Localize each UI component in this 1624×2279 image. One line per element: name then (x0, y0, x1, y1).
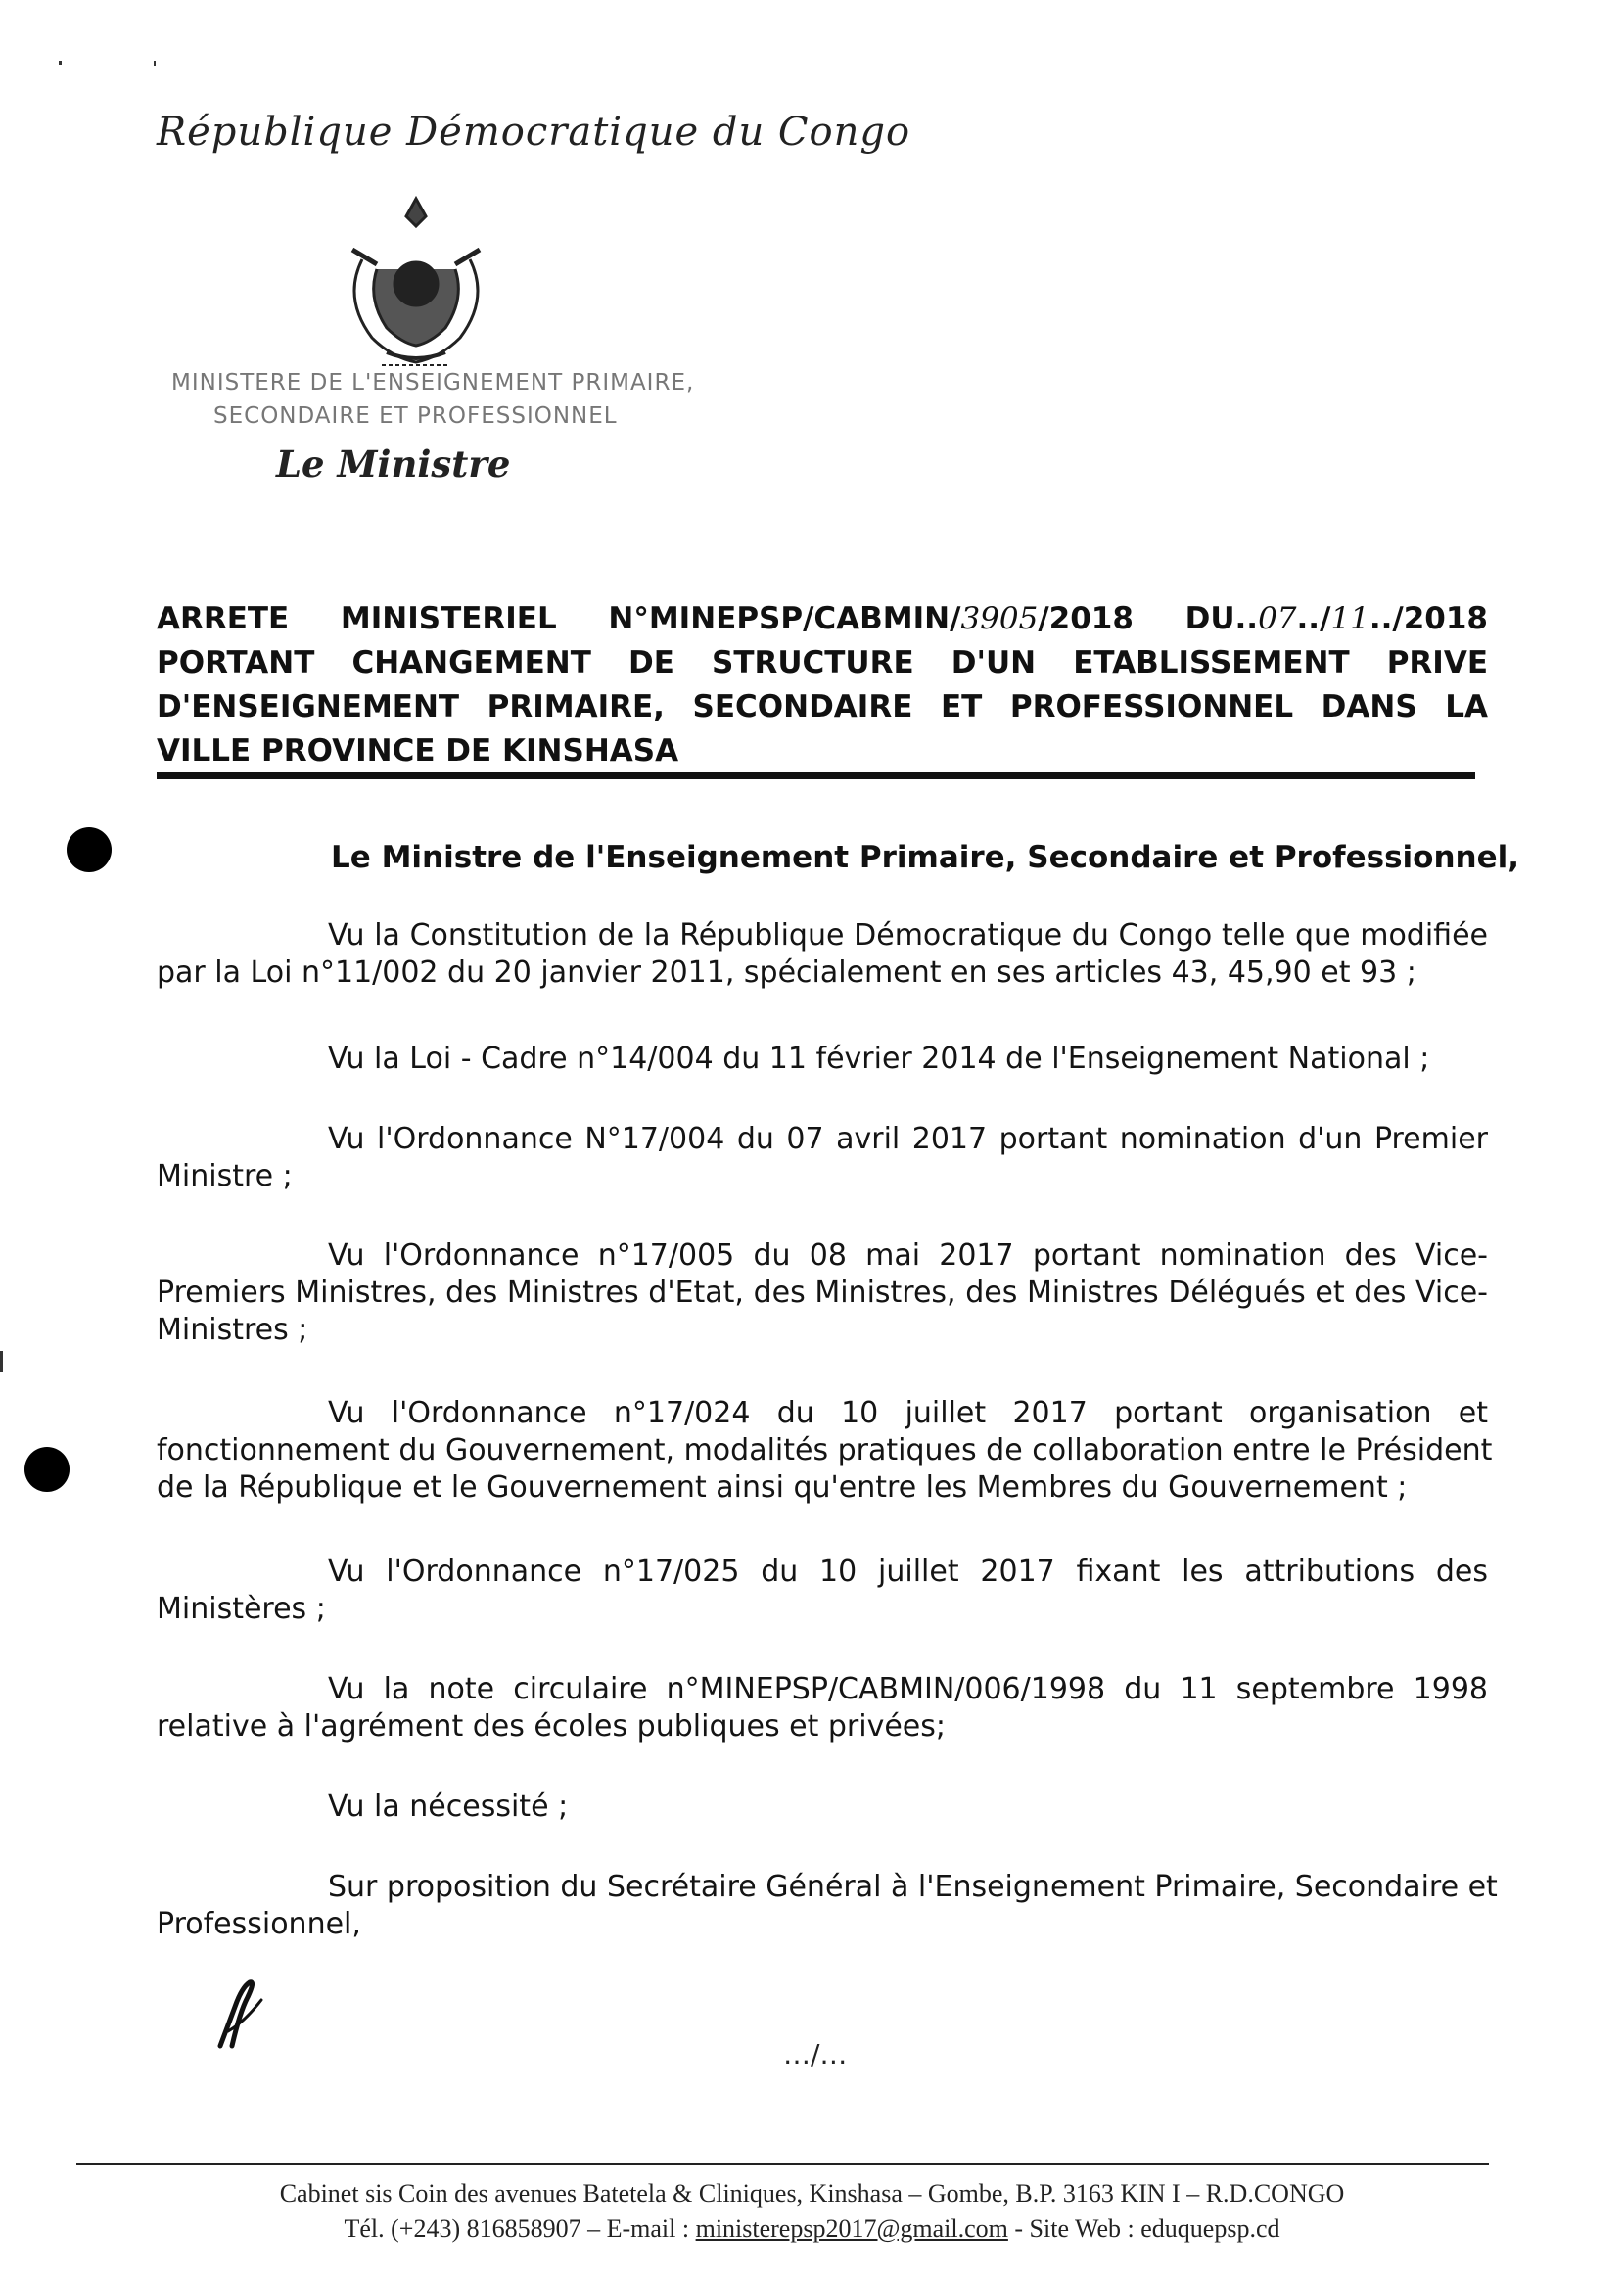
decree-title-line-4: VILLE PROVINCE DE KINSHASA (157, 733, 679, 768)
decree-day: 07 (1258, 601, 1297, 636)
initials-signature-icon (210, 1953, 299, 2051)
paragraph-necessite: Vu la nécessité ; (328, 1790, 569, 1824)
scan-speck (59, 61, 62, 65)
footer-divider (76, 2163, 1489, 2165)
title-divider (157, 772, 1475, 779)
scan-speck (0, 1351, 3, 1372)
page-continuation: …/… (783, 2038, 848, 2070)
punch-hole (67, 827, 112, 872)
footer-address: Cabinet sis Coin des avenues Batetela & Cliniques, Kinshasa – Gombe, B.P. 3163 KIN I – R.D.CONGO (279, 2179, 1345, 2208)
punch-hole (24, 1447, 70, 1492)
minister-heading: Le Ministre de l'Enseignement Primaire, Secondaire et Professionnel, (331, 840, 1520, 875)
paragraph-note-circulaire: Vu la note circulaire n°MINEPSP/CABMIN/006/1998 du 11 septembre 1998 relative à l'agrément des écoles publiques et privées; (157, 1672, 1488, 1744)
decree-title-line-1: ARRETE MINISTERIEL N°MINEPSP/CABMIN/3905/2018 DU..07../11../2018 (157, 601, 1488, 636)
coat-of-arms-icon (323, 191, 509, 377)
ministry-line-2: SECONDAIRE ET PROFESSIONNEL (213, 403, 618, 429)
decree-title-line-3: D'ENSEIGNEMENT PRIMAIRE, SECONDAIRE ET PROFESSIONNEL DANS LA (157, 689, 1488, 724)
decree-number: 3905 (960, 601, 1039, 636)
minister-title: Le Ministre (276, 442, 511, 486)
paragraph-loi-cadre: Vu la Loi - Cadre n°14/004 du 11 février 2014 de l'Enseignement National ; (328, 1042, 1430, 1076)
paragraph-ordonnance-attributions: Vu l'Ordonnance n°17/025 du 10 juillet 2017 fixant les attributions des Ministères ; (157, 1555, 1488, 1626)
paragraph-constitution: Vu la Constitution de la République Démocratique du Congo telle que modifiée par la Loi n°11/002 du 20 janvier 2011, spécialement en ses articles 43, 45,90 et 93 ; (157, 918, 1488, 990)
scan-speck (154, 61, 156, 66)
country-name: République Démocratique du Congo (157, 110, 911, 155)
paragraph-ordonnance-premier-ministre: Vu l'Ordonnance N°17/004 du 07 avril 2017 portant nomination d'un Premier Ministre ; (157, 1122, 1488, 1193)
paragraph-proposition: Sur proposition du Secrétaire Général à l'Enseignement Primaire, Secondaire et Professionnel, (157, 1870, 1498, 1941)
footer-email-link[interactable]: ministerepsp2017@gmail.com (695, 2214, 1008, 2243)
ministry-line-1: MINISTERE DE L'ENSEIGNEMENT PRIMAIRE, (171, 370, 695, 395)
decree-month: 11 (1330, 601, 1369, 636)
paragraph-ordonnance-ministres: Vu l'Ordonnance n°17/005 du 08 mai 2017 portant nomination des Vice- Premiers Ministres, des Ministres d'Etat, des Ministres, des Ministres Délégués et des Vice- Ministres ; (157, 1238, 1488, 1347)
decree-title-line-2: PORTANT CHANGEMENT DE STRUCTURE D'UN ETABLISSEMENT PRIVE (157, 645, 1488, 680)
footer-contact: Tél. (+243) 816858907 – E-mail : ministerepsp2017@gmail.com - Site Web : eduquepsp.cd (344, 2214, 1280, 2243)
paragraph-ordonnance-gouvernement: Vu l'Ordonnance n°17/024 du 10 juillet 2017 portant organisation et fonctionnement du Gouvernement, modalités pratiques de collaboration entre le Président de la République et le Gouvernement ainsi qu'entre les Membres du Gouvernement ; (157, 1396, 1493, 1505)
decree-title (157, 597, 1488, 773)
